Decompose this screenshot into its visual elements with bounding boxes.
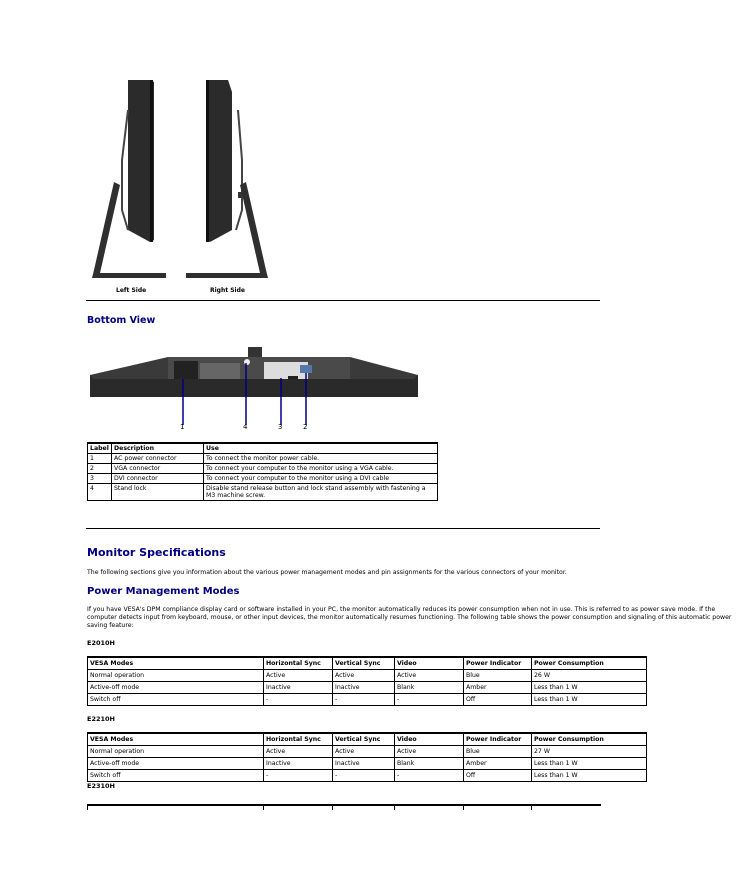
monitor-side-views	[80, 70, 280, 285]
cell: Inactive	[264, 682, 333, 694]
cell: DVI connector	[112, 474, 204, 484]
cell: -	[395, 770, 464, 782]
header-power-indicator: Power Indicator	[464, 657, 532, 670]
cell: To connect the monitor power cable.	[204, 454, 438, 464]
callout-4: 4	[243, 423, 248, 431]
header-horizontal-sync: Horizontal Sync	[264, 657, 333, 670]
cell: Stand lock	[112, 484, 204, 501]
specs-heading: Monitor Specifications	[87, 546, 226, 559]
table-row	[88, 484, 438, 501]
right-side-caption: Right Side	[210, 287, 245, 294]
header-use: Use	[204, 443, 438, 454]
cell: VGA connector	[112, 464, 204, 474]
cell: Active	[395, 746, 464, 758]
power-table-e2210h	[87, 732, 647, 782]
cell: -	[395, 694, 464, 706]
header-description: Description	[112, 443, 204, 454]
cell: 27 W	[532, 746, 647, 758]
header-power-consumption: Power Consumption	[532, 657, 647, 670]
header-vertical-sync: Vertical Sync	[333, 657, 395, 670]
table-header-row	[88, 657, 647, 670]
left-side-view	[92, 80, 166, 278]
cell: Active	[264, 746, 333, 758]
callout-1: 1	[180, 423, 185, 431]
left-side-caption: Left Side	[116, 287, 147, 294]
header-label: Label	[88, 443, 112, 454]
cell: 26 W	[532, 670, 647, 682]
table-row	[88, 474, 438, 484]
table-header-row	[88, 733, 647, 746]
cell: Off	[464, 770, 532, 782]
cell: Normal operation	[88, 670, 264, 682]
cell: 3	[88, 474, 112, 484]
cell: Active	[395, 670, 464, 682]
connector-label-table	[87, 442, 438, 501]
cell: Blank	[395, 682, 464, 694]
power-table-e2310h-top	[87, 804, 601, 810]
bottom-view-heading: Bottom View	[87, 315, 156, 326]
power-table-e2010h	[87, 656, 647, 706]
cell: Blue	[464, 670, 532, 682]
power-intro: If you have VESA's DPM compliance display card or software installed in your PC, the monitor automatically reduces its power consumption when not in use. This is referred to as power save mode. If the computer detects input from keyboard, mouse, or other input devices, the monitor automatically resumes functioning. The following table shows the power consumption and signaling of this automatic power saving feature:	[87, 606, 732, 629]
table-header-row	[88, 443, 438, 454]
cell: To connect your computer to the monitor using a VGA cable.	[204, 464, 438, 474]
table-row	[88, 670, 647, 682]
cell: Amber	[464, 682, 532, 694]
cell: -	[333, 694, 395, 706]
header-video: Video	[395, 733, 464, 746]
cell: Active-off mode	[88, 682, 264, 694]
cell: Active-off mode	[88, 758, 264, 770]
cell: Less than 1 W	[532, 694, 647, 706]
cell: Disable stand release button and lock stand assembly with fastening a M3 machine screw.	[204, 484, 438, 501]
cell: -	[264, 770, 333, 782]
cell: Active	[333, 746, 395, 758]
table-row	[88, 464, 438, 474]
table-row	[88, 758, 647, 770]
monitor-bottom-view	[88, 345, 423, 435]
cell: Blank	[395, 758, 464, 770]
cell: Less than 1 W	[532, 770, 647, 782]
cell: Switch off	[88, 694, 264, 706]
power-table-e2210h-wrap	[87, 732, 604, 782]
header-vesa-modes: VESA Modes	[88, 733, 264, 746]
cell: Active	[333, 670, 395, 682]
cell: Less than 1 W	[532, 758, 647, 770]
cell: Inactive	[264, 758, 333, 770]
divider	[86, 528, 600, 529]
header-power-consumption: Power Consumption	[532, 733, 647, 746]
power-heading: Power Management Modes	[87, 586, 240, 597]
table-row	[88, 694, 647, 706]
power-intro-clip	[87, 606, 732, 632]
cell: Off	[464, 694, 532, 706]
table-row	[88, 682, 647, 694]
model-e2310h: E2310H	[87, 782, 115, 790]
header-video: Video	[395, 657, 464, 670]
power-table-e2010h-wrap	[87, 656, 604, 706]
table-row	[88, 746, 647, 758]
model-e2010h: E2010H	[87, 639, 115, 647]
model-e2210h: E2210H	[87, 715, 115, 723]
table-row	[88, 770, 647, 782]
cell: -	[264, 694, 333, 706]
header-horizontal-sync: Horizontal Sync	[264, 733, 333, 746]
callout-2: 2	[303, 423, 308, 431]
cell: Less than 1 W	[532, 682, 647, 694]
power-table-e2310h-wrap	[87, 795, 601, 801]
cell: Normal operation	[88, 746, 264, 758]
right-side-view	[186, 80, 268, 278]
cell: 1	[88, 454, 112, 464]
cell: -	[333, 770, 395, 782]
cell: Active	[264, 670, 333, 682]
cell: Inactive	[333, 758, 395, 770]
cell: Blue	[464, 746, 532, 758]
cell: 2	[88, 464, 112, 474]
callout-3: 3	[278, 423, 283, 431]
header-vesa-modes: VESA Modes	[88, 657, 264, 670]
cell: Switch off	[88, 770, 264, 782]
cell: AC power connector	[112, 454, 204, 464]
table-row	[88, 454, 438, 464]
header-vertical-sync: Vertical Sync	[333, 733, 395, 746]
cell: Inactive	[333, 682, 395, 694]
header-power-indicator: Power Indicator	[464, 733, 532, 746]
cell: To connect your computer to the monitor using a DVI cable	[204, 474, 438, 484]
cell: 4	[88, 484, 112, 501]
specs-intro: The following sections give you information about the various power management modes and pin assignments for the various connectors of your monitor.	[87, 569, 567, 576]
cell: Amber	[464, 758, 532, 770]
divider	[86, 300, 600, 301]
